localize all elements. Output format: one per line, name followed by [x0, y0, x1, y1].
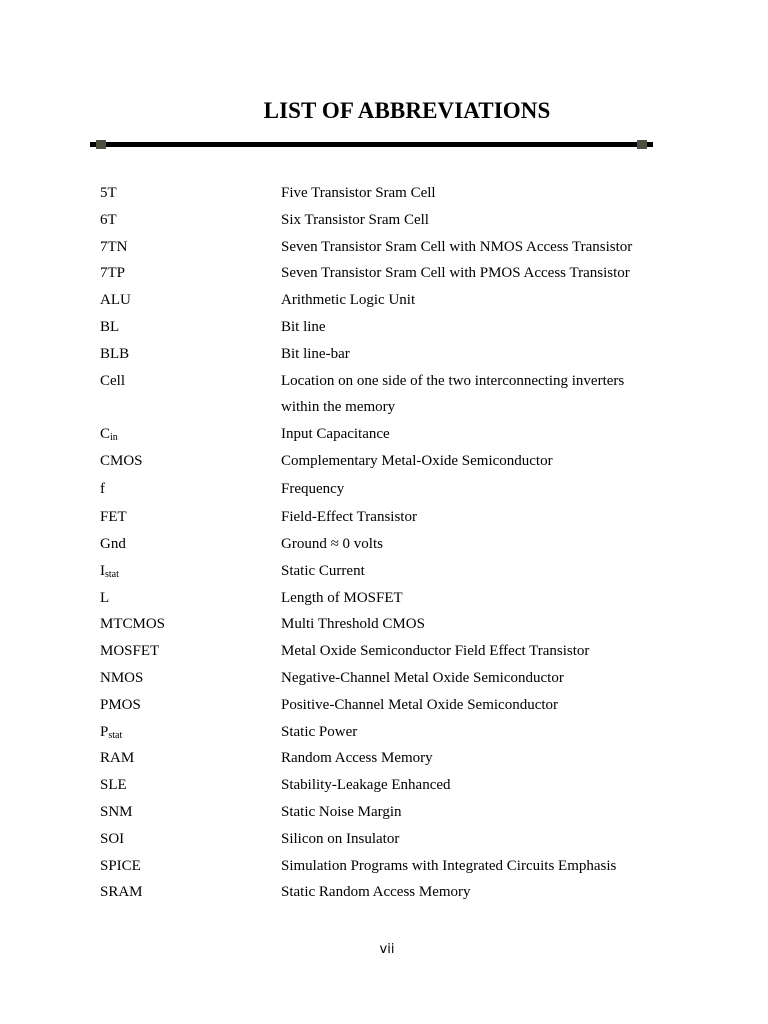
- abbreviation-term: BLB: [100, 345, 130, 362]
- title-divider-left-cap: [96, 140, 106, 149]
- abbreviation-definition: Location on one side of the two interconnecting inverters within the memory: [281, 372, 625, 416]
- abbreviation-definition: Input Capacitance: [281, 426, 390, 443]
- abbreviation-row: [100, 585, 660, 612]
- abbreviation-definition: Random Access Memory: [281, 750, 433, 767]
- abbreviation-definition: Six Transistor Sram Cell: [281, 211, 429, 228]
- abbreviation-term: 7TN: [100, 238, 128, 255]
- abbreviation-term-base: C: [100, 426, 111, 443]
- abbreviation-row: [100, 368, 660, 422]
- abbreviation-term-subscript: stat: [108, 729, 123, 741]
- abbreviation-term: NMOS: [100, 670, 144, 687]
- abbreviation-term: FET: [100, 509, 127, 526]
- abbreviation-row: [100, 611, 660, 638]
- abbreviation-row: [100, 287, 660, 314]
- abbreviation-definition: Negative-Channel Metal Oxide Semiconductor: [281, 670, 564, 687]
- page-number: vii: [379, 942, 395, 957]
- abbreviation-row: [100, 719, 660, 746]
- abbreviation-row: [100, 531, 660, 558]
- abbreviation-term: SNM: [100, 804, 133, 821]
- abbreviation-definition: Bit line: [281, 318, 326, 335]
- abbreviation-term-subscript: stat: [105, 568, 119, 580]
- abbreviation-term: L: [100, 589, 110, 606]
- abbreviation-definition: Stability-Leakage Enhanced: [281, 777, 451, 794]
- abbreviation-term-subscript: in: [110, 432, 118, 444]
- abbreviation-definition: Complementary Metal-Oxide Semiconductor: [281, 452, 553, 469]
- abbreviation-definition: Ground ≈ 0 volts: [281, 536, 383, 553]
- abbreviation-term: 5T: [100, 185, 117, 201]
- abbreviation-row: [100, 665, 660, 692]
- abbreviation-term: Cell: [100, 372, 125, 389]
- abbreviation-term: 6T: [100, 211, 117, 228]
- abbreviation-row: [100, 745, 660, 772]
- abbreviation-term: f: [100, 480, 105, 497]
- abbreviation-definition: Field-Effect Transistor: [281, 509, 417, 526]
- abbreviation-term: SPICE: [100, 857, 141, 874]
- abbreviation-term-base: P: [100, 723, 109, 740]
- abbreviation-row: [100, 826, 660, 853]
- abbreviation-row: [100, 180, 660, 207]
- abbreviation-row: [100, 772, 660, 799]
- abbreviation-definition: Metal Oxide Semiconductor Field Effect Transistor: [281, 643, 590, 660]
- abbreviation-definition: Frequency: [281, 480, 345, 497]
- abbreviation-definition: Simulation Programs with Integrated Circuits Emphasis: [281, 857, 617, 874]
- title-divider-bar: [90, 142, 653, 147]
- abbreviation-row: [100, 799, 660, 826]
- abbreviation-definition: Seven Transistor Sram Cell with NMOS Access Transistor: [281, 238, 633, 255]
- abbreviation-definition: Multi Threshold CMOS: [281, 616, 425, 633]
- abbreviation-term: SOI: [100, 830, 125, 847]
- abbreviation-term: PMOS: [100, 696, 141, 713]
- abbreviation-definition: Static Current: [281, 562, 365, 579]
- abbreviation-term: [100, 719, 281, 746]
- abbreviation-row: [100, 260, 660, 287]
- abbreviation-row: [100, 692, 660, 719]
- abbreviation-definition: Length of MOSFET: [281, 589, 403, 606]
- abbreviation-row: [100, 448, 660, 475]
- abbreviation-definition: Bit line-bar: [281, 345, 350, 362]
- abbreviation-row: [100, 314, 660, 341]
- abbreviation-term: [100, 421, 281, 448]
- abbreviation-definition: Seven Transistor Sram Cell with PMOS Access Transistor: [281, 265, 630, 282]
- abbreviation-term: Gnd: [100, 536, 126, 553]
- abbreviation-term: BL: [100, 318, 120, 335]
- abbreviation-term-base: I: [100, 562, 105, 579]
- abbreviation-row: [100, 475, 660, 505]
- abbreviation-definition: Static Random Access Memory: [281, 884, 471, 901]
- abbreviation-term: SLE: [100, 777, 127, 794]
- abbreviation-definition: Static Noise Margin: [281, 804, 402, 821]
- abbreviation-row: [100, 421, 660, 448]
- abbreviation-row: [100, 341, 660, 368]
- abbreviation-row: [100, 853, 660, 880]
- abbreviation-row: [100, 879, 660, 906]
- page-title: LIST OF ABBREVIATIONS: [263, 98, 551, 123]
- abbreviation-term: ALU: [100, 292, 131, 309]
- abbreviation-term: 7TP: [100, 265, 126, 282]
- title-divider: [90, 140, 653, 148]
- abbreviation-row: [100, 207, 660, 234]
- abbreviation-definition: Five Transistor Sram Cell: [281, 185, 436, 201]
- abbreviation-term: MTCMOS: [100, 616, 166, 633]
- abbreviation-definition: Static Power: [281, 723, 358, 740]
- title-divider-right-cap: [637, 140, 647, 149]
- abbreviation-term: CMOS: [100, 452, 143, 469]
- abbreviation-definition: Silicon on Insulator: [281, 830, 400, 847]
- abbreviation-term: MOSFET: [100, 643, 160, 660]
- abbreviation-row: [100, 504, 660, 531]
- abbreviation-definition: Arithmetic Logic Unit: [281, 292, 416, 309]
- abbreviation-row: [100, 638, 660, 665]
- abbreviation-term: RAM: [100, 750, 135, 767]
- abbreviation-list: [100, 180, 660, 906]
- abbreviation-term: [100, 558, 281, 585]
- abbreviation-definition: Positive-Channel Metal Oxide Semiconductor: [281, 696, 559, 713]
- abbreviation-term: SRAM: [100, 884, 143, 901]
- abbreviation-row: [100, 558, 660, 585]
- abbreviation-row: [100, 234, 660, 261]
